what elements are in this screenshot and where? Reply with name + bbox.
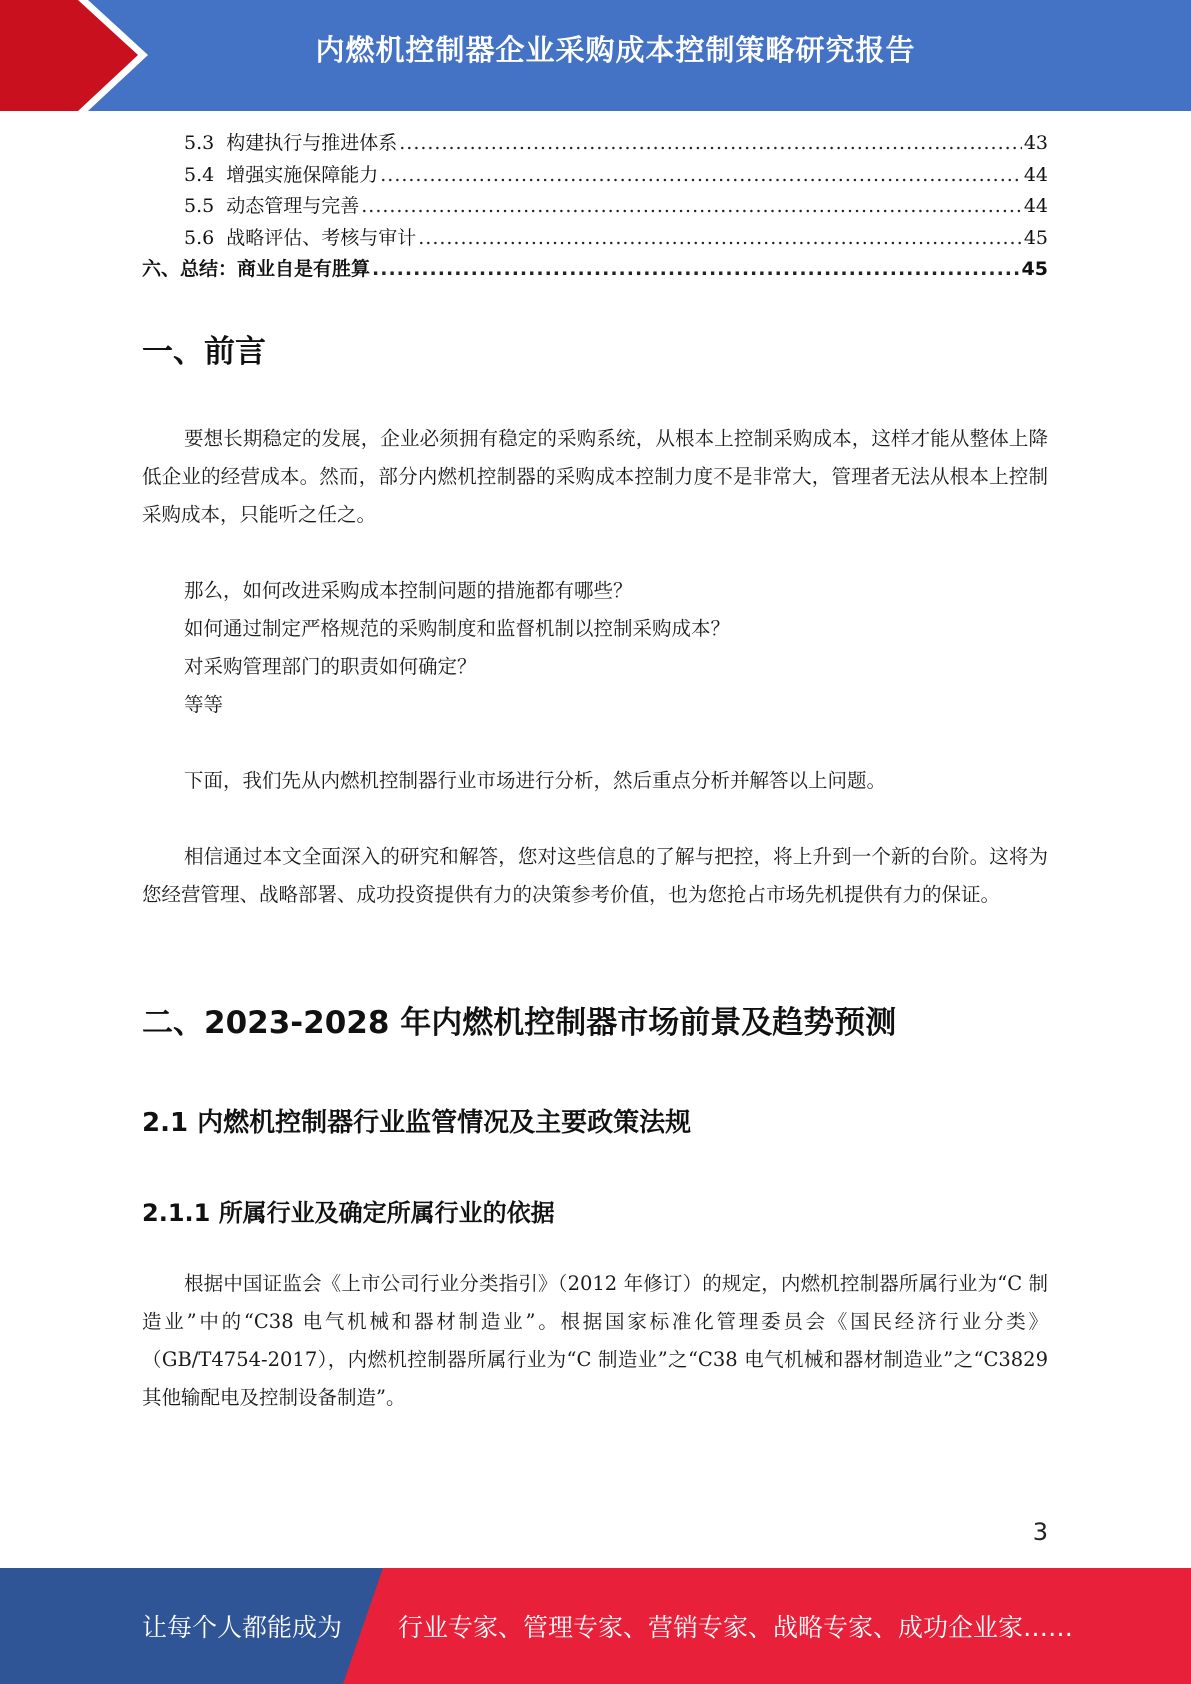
toc-item-page: 45 bbox=[1023, 226, 1048, 249]
subsubsection-heading: 2.1.1 所属行业及确定所属行业的依据 bbox=[142, 1199, 555, 1227]
footer-slogan-right: 行业专家、管理专家、营销专家、战略专家、成功企业家…… bbox=[398, 1613, 1074, 1642]
body-paragraph: 要想长期稳定的发展，企业必须拥有稳定的采购系统，从根本上控制采购成本，这样才能从整体上降低企业的经营成本。然而，部分内燃机控制器的采购成本控制力度不是非常大，管理者无法从根本上控制采购成本，只能听之任之。 bbox=[142, 427, 1048, 526]
toc-item-label: 构建执行与推进体系 bbox=[226, 132, 398, 154]
toc-item[interactable] bbox=[142, 223, 1048, 255]
toc-leader-dots bbox=[399, 132, 1022, 154]
question-line: 那么，如何改进采购成本控制问题的措施都有哪些？ bbox=[184, 579, 633, 602]
toc-item-page: 44 bbox=[1023, 195, 1048, 217]
section-heading-preface: 一、前言 bbox=[142, 334, 266, 370]
question-line: 等等 bbox=[184, 693, 224, 716]
body-paragraph: 根据中国证监会《上市公司行业分类指引》（2012 年修订）的规定，内燃机控制器所属行业为“C 制造业”中的“C38 电气机械和器材制造业”。根据国家标准化管理委员会《国民经济行业分类》（GB/T4754-2017），内燃机控制器所属行业为“C 制造业”之“C38 电气机械和器材制造业”之“C3829 其他输配电及控制设备制造”。 bbox=[142, 1272, 1048, 1409]
toc-leader-dots bbox=[361, 195, 1022, 217]
toc-item[interactable] bbox=[142, 160, 1048, 192]
toc-item-label: 战略评估、考核与审计 bbox=[226, 226, 417, 249]
toc-leader-dots bbox=[372, 258, 1020, 280]
body-paragraph: 下面，我们先从内燃机控制器行业市场进行分析，然后重点分析并解答以上问题。 bbox=[184, 769, 887, 792]
toc-item-number: 5.3 bbox=[184, 132, 215, 154]
page-number: 3 bbox=[1032, 1518, 1048, 1546]
question-line: 如何通过制定严格规范的采购制度和监督机制以控制采购成本？ bbox=[184, 617, 731, 640]
toc-item-page: 44 bbox=[1023, 163, 1048, 186]
body-paragraph: 相信通过本文全面深入的研究和解答，您对这些信息的了解与把控，将上升到一个新的台阶。这将为您经营管理、战略部署、成功投资提供有力的决策参考价值，也为您抢占市场先机提供有力的保证。 bbox=[142, 845, 1048, 906]
question-line: 对采购管理部门的职责如何确定？ bbox=[184, 655, 477, 678]
toc-item[interactable] bbox=[142, 191, 1048, 223]
toc-item-label: 动态管理与完善 bbox=[226, 195, 360, 217]
section-heading-market-outlook: 二、2023-2028 年内燃机控制器市场前景及趋势预测 bbox=[142, 1005, 897, 1041]
toc-item[interactable] bbox=[142, 128, 1048, 160]
toc-item-number: 5.6 bbox=[184, 226, 215, 249]
toc-item-page: 43 bbox=[1023, 132, 1048, 154]
subsection-heading: 2.1 内燃机控制器行业监管情况及主要政策法规 bbox=[142, 1108, 692, 1138]
toc-leader-dots bbox=[380, 164, 1022, 186]
document-title: 内燃机控制器企业采购成本控制策略研究报告 bbox=[315, 33, 916, 67]
toc-item-label: 六、总结：商业自是有胜算 bbox=[142, 258, 371, 280]
toc-item-number: 5.5 bbox=[184, 195, 215, 217]
toc-item-page: 45 bbox=[1021, 258, 1048, 280]
page-header bbox=[0, 0, 1191, 111]
toc-leader-dots bbox=[418, 227, 1022, 249]
page-footer bbox=[0, 1568, 1191, 1684]
table-of-contents bbox=[142, 128, 1048, 286]
toc-item-label: 增强实施保障能力 bbox=[226, 163, 379, 186]
footer-slogan-left: 让每个人都能成为 bbox=[142, 1613, 343, 1642]
toc-item-major[interactable] bbox=[142, 254, 1048, 286]
toc-item-number: 5.4 bbox=[184, 163, 215, 186]
